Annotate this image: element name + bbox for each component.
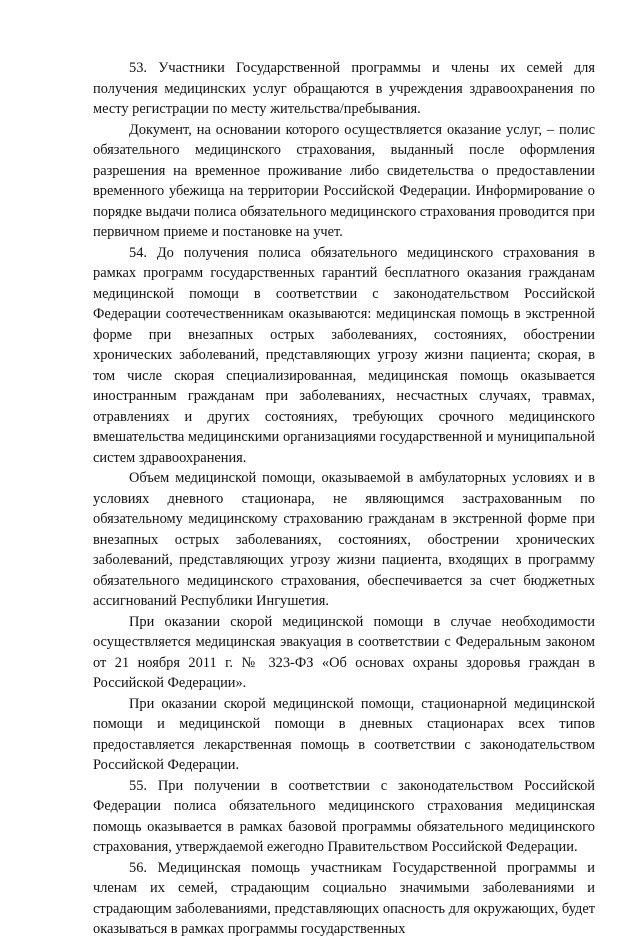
paragraph-53: 53. Участники Государственной программы и члены их семей для получения медицинских услуг обращаются в учреждения здравоохранения по месту регистрации по месту жительства/пребывания. (93, 60, 595, 117)
paragraph-document-basis: Документ, на основании которого осуществляется оказание услуг, – полис обязательного медицинского страхования, выданный после оформления разрешения на временное проживание либо свидетельства о предоставлении временного убежища на территории Российской Федерации. Информирование о порядке выдачи полиса обязательного медицинского страхования проводится при первичном приеме и постановке на учет. (93, 121, 595, 240)
paragraph-emergency-evacuation: При оказании скорой медицинской помощи в случае необходимости осуществляется медицинская эвакуация в соответствии с Федеральным законом от 21 ноября 2011 г. № 323-ФЗ «Об основах охраны здоровья граждан в Российской Федерации». (93, 613, 595, 691)
paragraph-drug-assistance: При оказании скорой медицинской помощи, стационарной медицинской помощи и медицинской помощи в дневных стационарах всех типов предоставляется лекарственная помощь в соответствии с законодательством Российской Федерации. (93, 695, 595, 773)
document-page (93, 58, 595, 940)
paragraph-56: 56. Медицинская помощь участникам Государственной программы и членам их семей, страдающим социально значимыми заболеваниями и страдающим заболеваниями, представляющих опасность для окружающих, будет оказываться в рамках программы государственных (93, 859, 595, 937)
paragraph-outpatient-volume: Объем медицинской помощи, оказываемой в амбулаторных условиях и в условиях дневного стационара, не являющимся застрахованным по обязательному медицинскому страхованию гражданам в экстренной форме при внезапных острых заболеваниях, состояниях, обострении хронических заболеваний, представляющих угрозу жизни пациента, входящих в программу обязательного медицинского страхования, обеспечивается за счет бюджетных ассигнований Республики Ингушетия. (93, 470, 595, 609)
paragraph-55: 55. При получении в соответствии с законодательством Российской Федерации полиса обязательного медицинского страхования медицинская помощь оказывается в рамках базовой программы обязательного медицинского страхования, утверждаемой ежегодно Правительством Российской Федерации. (93, 777, 595, 855)
paragraph-54: 54. До получения полиса обязательного медицинского страхования в рамках программ государственных гарантий бесплатного оказания гражданам медицинской помощи в соответствии с законодательством Российской Федерации соотечественникам оказываются: медицинская помощь в экстренной форме при внезапных острых заболеваниях, состояниях, обострении хронических заболеваний, представляющих угрозу жизни пациента; скорая, в том числе скорая специализированная, медицинская помощь оказывается иностранным гражданам при заболеваниях, несчастных случаях, травмах, отравлениях и других состояниях, требующих срочного медицинского вмешательства медицинскими организациями государственной и муниципальной систем здравоохранения. (93, 244, 595, 466)
